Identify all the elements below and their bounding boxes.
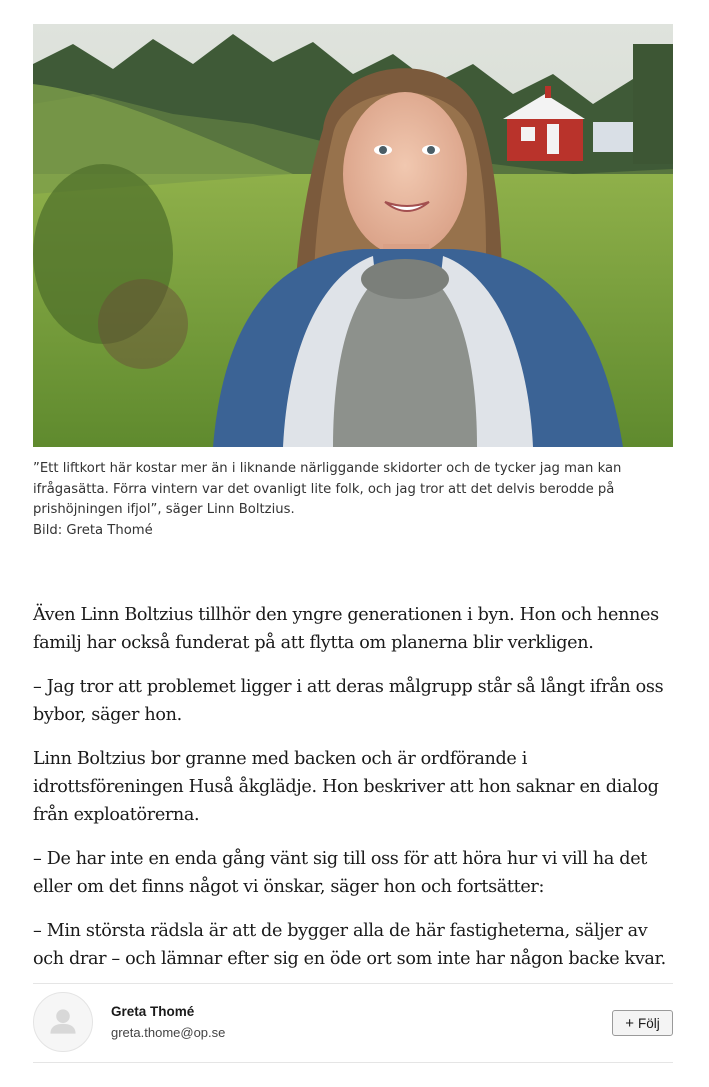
caption-credit: Bild: Greta Thomé [33, 522, 153, 538]
article-paragraph: – De har inte en enda gång vänt sig till oss för att höra hur vi vill ha det eller om det finns något vi önskar, säger hon och fortsätter: [33, 849, 647, 897]
article-paragraph: – Min största rädsla är att de bygger alla de här fastigheterna, säljer av och drar – och lämnar efter sig en öde ort som inte har någon backe kvar. [33, 921, 666, 969]
avatar[interactable] [33, 992, 93, 1052]
article-paragraph: Linn Boltzius bor granne med backen och är ordförande i idrottsföreningen Huså åkglädje. Hon beskriver att hon saknar en dialog från exploatörerna. [33, 749, 659, 825]
author-divider-bottom [33, 1062, 673, 1063]
article-paragraph: – Jag tror att problemet ligger i att deras målgrupp står så långt ifrån oss bybor, säger hon. [33, 677, 664, 725]
author-email[interactable]: greta.thome@op.se [111, 1025, 226, 1040]
article-photo [33, 24, 673, 447]
caption-text: ”Ett liftkort här kostar mer än i liknande närliggande skidorter och de tycker jag man kan ifrågasätta. Förra vintern var det ovanligt lite folk, och jag tror att det delvis berodde på prishöjningen ifjol”, säger Linn Boltzius. [33, 461, 622, 517]
article-paragraph: Även Linn Boltzius tillhör den yngre generationen i byn. Hon och hennes familj har också funderat på att flytta om planerna blir verkligen. [33, 605, 659, 653]
plus-icon: + [625, 1014, 634, 1032]
author-name[interactable]: Greta Thomé [111, 1004, 195, 1019]
follow-label: Följ [638, 1015, 660, 1031]
author-divider-top [33, 983, 673, 984]
portrait-photo-illustration [33, 24, 673, 447]
follow-button[interactable] [612, 1010, 673, 1036]
person-icon [34, 993, 92, 1051]
photo-caption [33, 459, 643, 541]
author-box [33, 992, 673, 1054]
article-body [33, 601, 673, 989]
